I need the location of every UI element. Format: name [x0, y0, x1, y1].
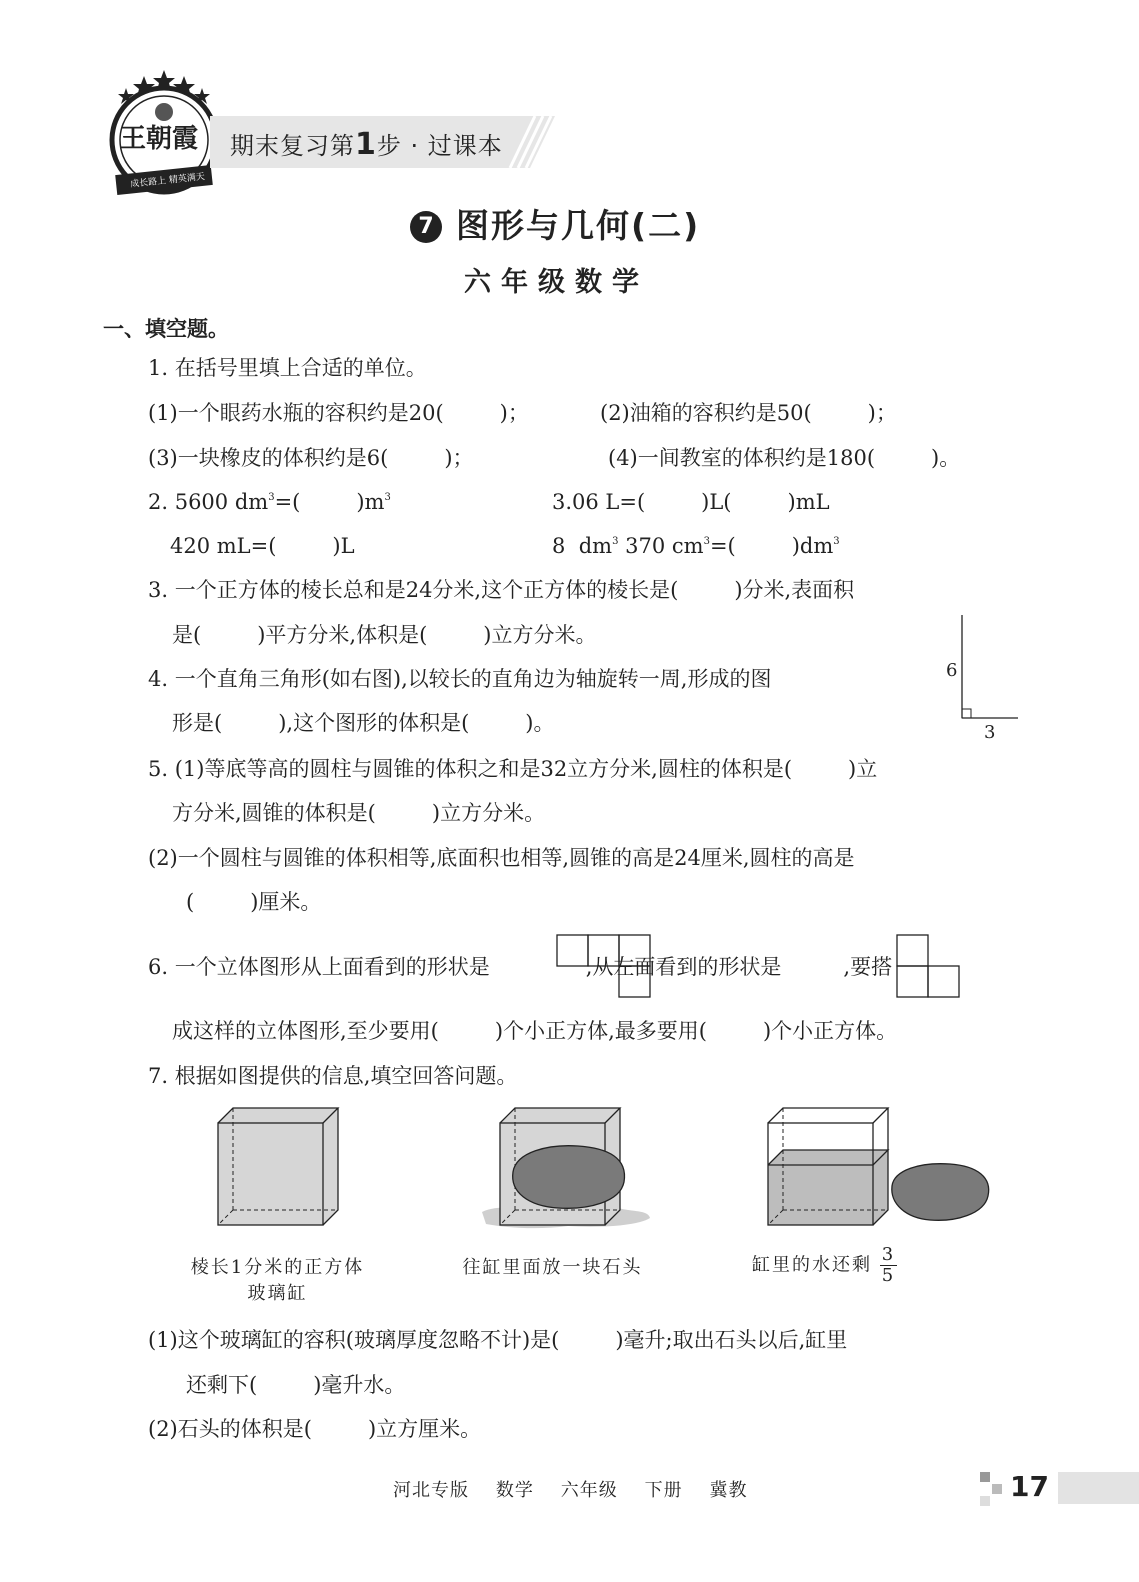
q1-part-b: (2)油箱的容积约是50( )； — [600, 401, 897, 425]
section-heading: 一、填空题。 — [103, 317, 229, 341]
q7-sub1-line-2: 还剩下( )毫升水。 — [186, 1373, 406, 1397]
q1-part-c: (3)一块橡皮的体积约是6( )； — [148, 446, 474, 470]
q2-part-c: 420 mL=( )L — [170, 534, 355, 558]
q5-line-1: 5. (1)等底等高的圆柱与圆锥的体积之和是32立方分米,圆柱的体积是( )立 — [148, 757, 878, 781]
q5-line-4: ( )厘米。 — [186, 890, 322, 914]
caption-cube: 棱长1分米的正方体 玻璃缸 — [190, 1257, 365, 1304]
brand-slogan: 成长路上 精英满天 — [129, 172, 206, 190]
top-view-shape — [556, 934, 652, 998]
q4-line-1: 4. 一个直角三角形(如右图),以较长的直角边为轴旋转一周,形成的图 — [148, 667, 772, 691]
q7-sub1-line-1: (1)这个玻璃缸的容积(玻璃厚度忽略不计)是( )毫升;取出石头以后,缸里 — [148, 1328, 848, 1352]
q5-line-2: 方分米,圆锥的体积是( )立方分米。 — [172, 801, 546, 825]
q1-stem: 1. 在括号里填上合适的单位。 — [148, 356, 427, 380]
left-view-shape — [896, 934, 962, 998]
q2-part-b: 3.06 L=( )L( )mL — [552, 490, 830, 514]
footer-edition: 河北专版 数学 六年级 下册 冀教 — [393, 1480, 748, 1501]
glass-cube-with-stone — [478, 1100, 653, 1235]
glass-cube-water-and-stone — [760, 1100, 995, 1230]
page-corner-decoration — [980, 1472, 1008, 1506]
step-label: 期末复习第1步 · 过课本 — [230, 127, 503, 162]
page-title: 7 图形与几何(二) — [410, 200, 700, 247]
brand-name: 王朝霞 — [120, 124, 199, 154]
page-subtitle: 六年级数学 — [464, 267, 649, 298]
glass-cube-empty — [210, 1100, 350, 1230]
triangle-height-label: 6 — [946, 660, 958, 681]
q1-part-a: (1)一个眼药水瓶的容积约是20( )； — [148, 401, 529, 425]
q1-part-d: (4)一间教室的体积约是180( )。 — [608, 446, 961, 470]
triangle-base-label: 3 — [984, 722, 996, 743]
q2-part-a: 2. 5600 $dm^3=$( )$m^3$ — [148, 490, 391, 514]
q6-line-2: 成这样的立体图形,至少要用( )个小正方体,最多要用( )个小正方体。 — [172, 1019, 898, 1043]
unit-number-badge: 7 — [410, 211, 442, 243]
q4-line-2: 形是( ),这个图形的体积是( )。 — [172, 711, 555, 735]
caption-stone: 往缸里面放一块石头 — [462, 1257, 643, 1278]
q3-line-1: 3. 一个正方体的棱长总和是24分米,这个正方体的棱长是( )分米,表面积 — [148, 578, 855, 602]
q6-line-1: 6. 一个立体图形从上面看到的形状是 ,从左面看到的形状是 ,要搭 — [148, 955, 893, 979]
caption-water: 缸里的水还剩 $\frac{3}{5}$ — [752, 1244, 896, 1286]
page-number-bar — [1058, 1472, 1139, 1504]
q7-stem: 7. 根据如图提供的信息,填空回答问题。 — [148, 1064, 518, 1088]
q2-part-d: 8 $dm^3$ 370 $cm^3=$( )$dm^3$ — [552, 534, 840, 558]
q7-sub2: (2)石头的体积是( )立方厘米。 — [148, 1417, 482, 1441]
q5-line-3: (2)一个圆柱与圆锥的体积相等,底面积也相等,圆锥的高是24厘米,圆柱的高是 — [148, 846, 855, 870]
remaining-fraction: $\frac{3}{5}$ — [881, 1244, 896, 1286]
page-number: 17 — [1010, 1470, 1049, 1503]
q3-line-2: 是( )平方分米,体积是( )立方分米。 — [172, 623, 597, 647]
